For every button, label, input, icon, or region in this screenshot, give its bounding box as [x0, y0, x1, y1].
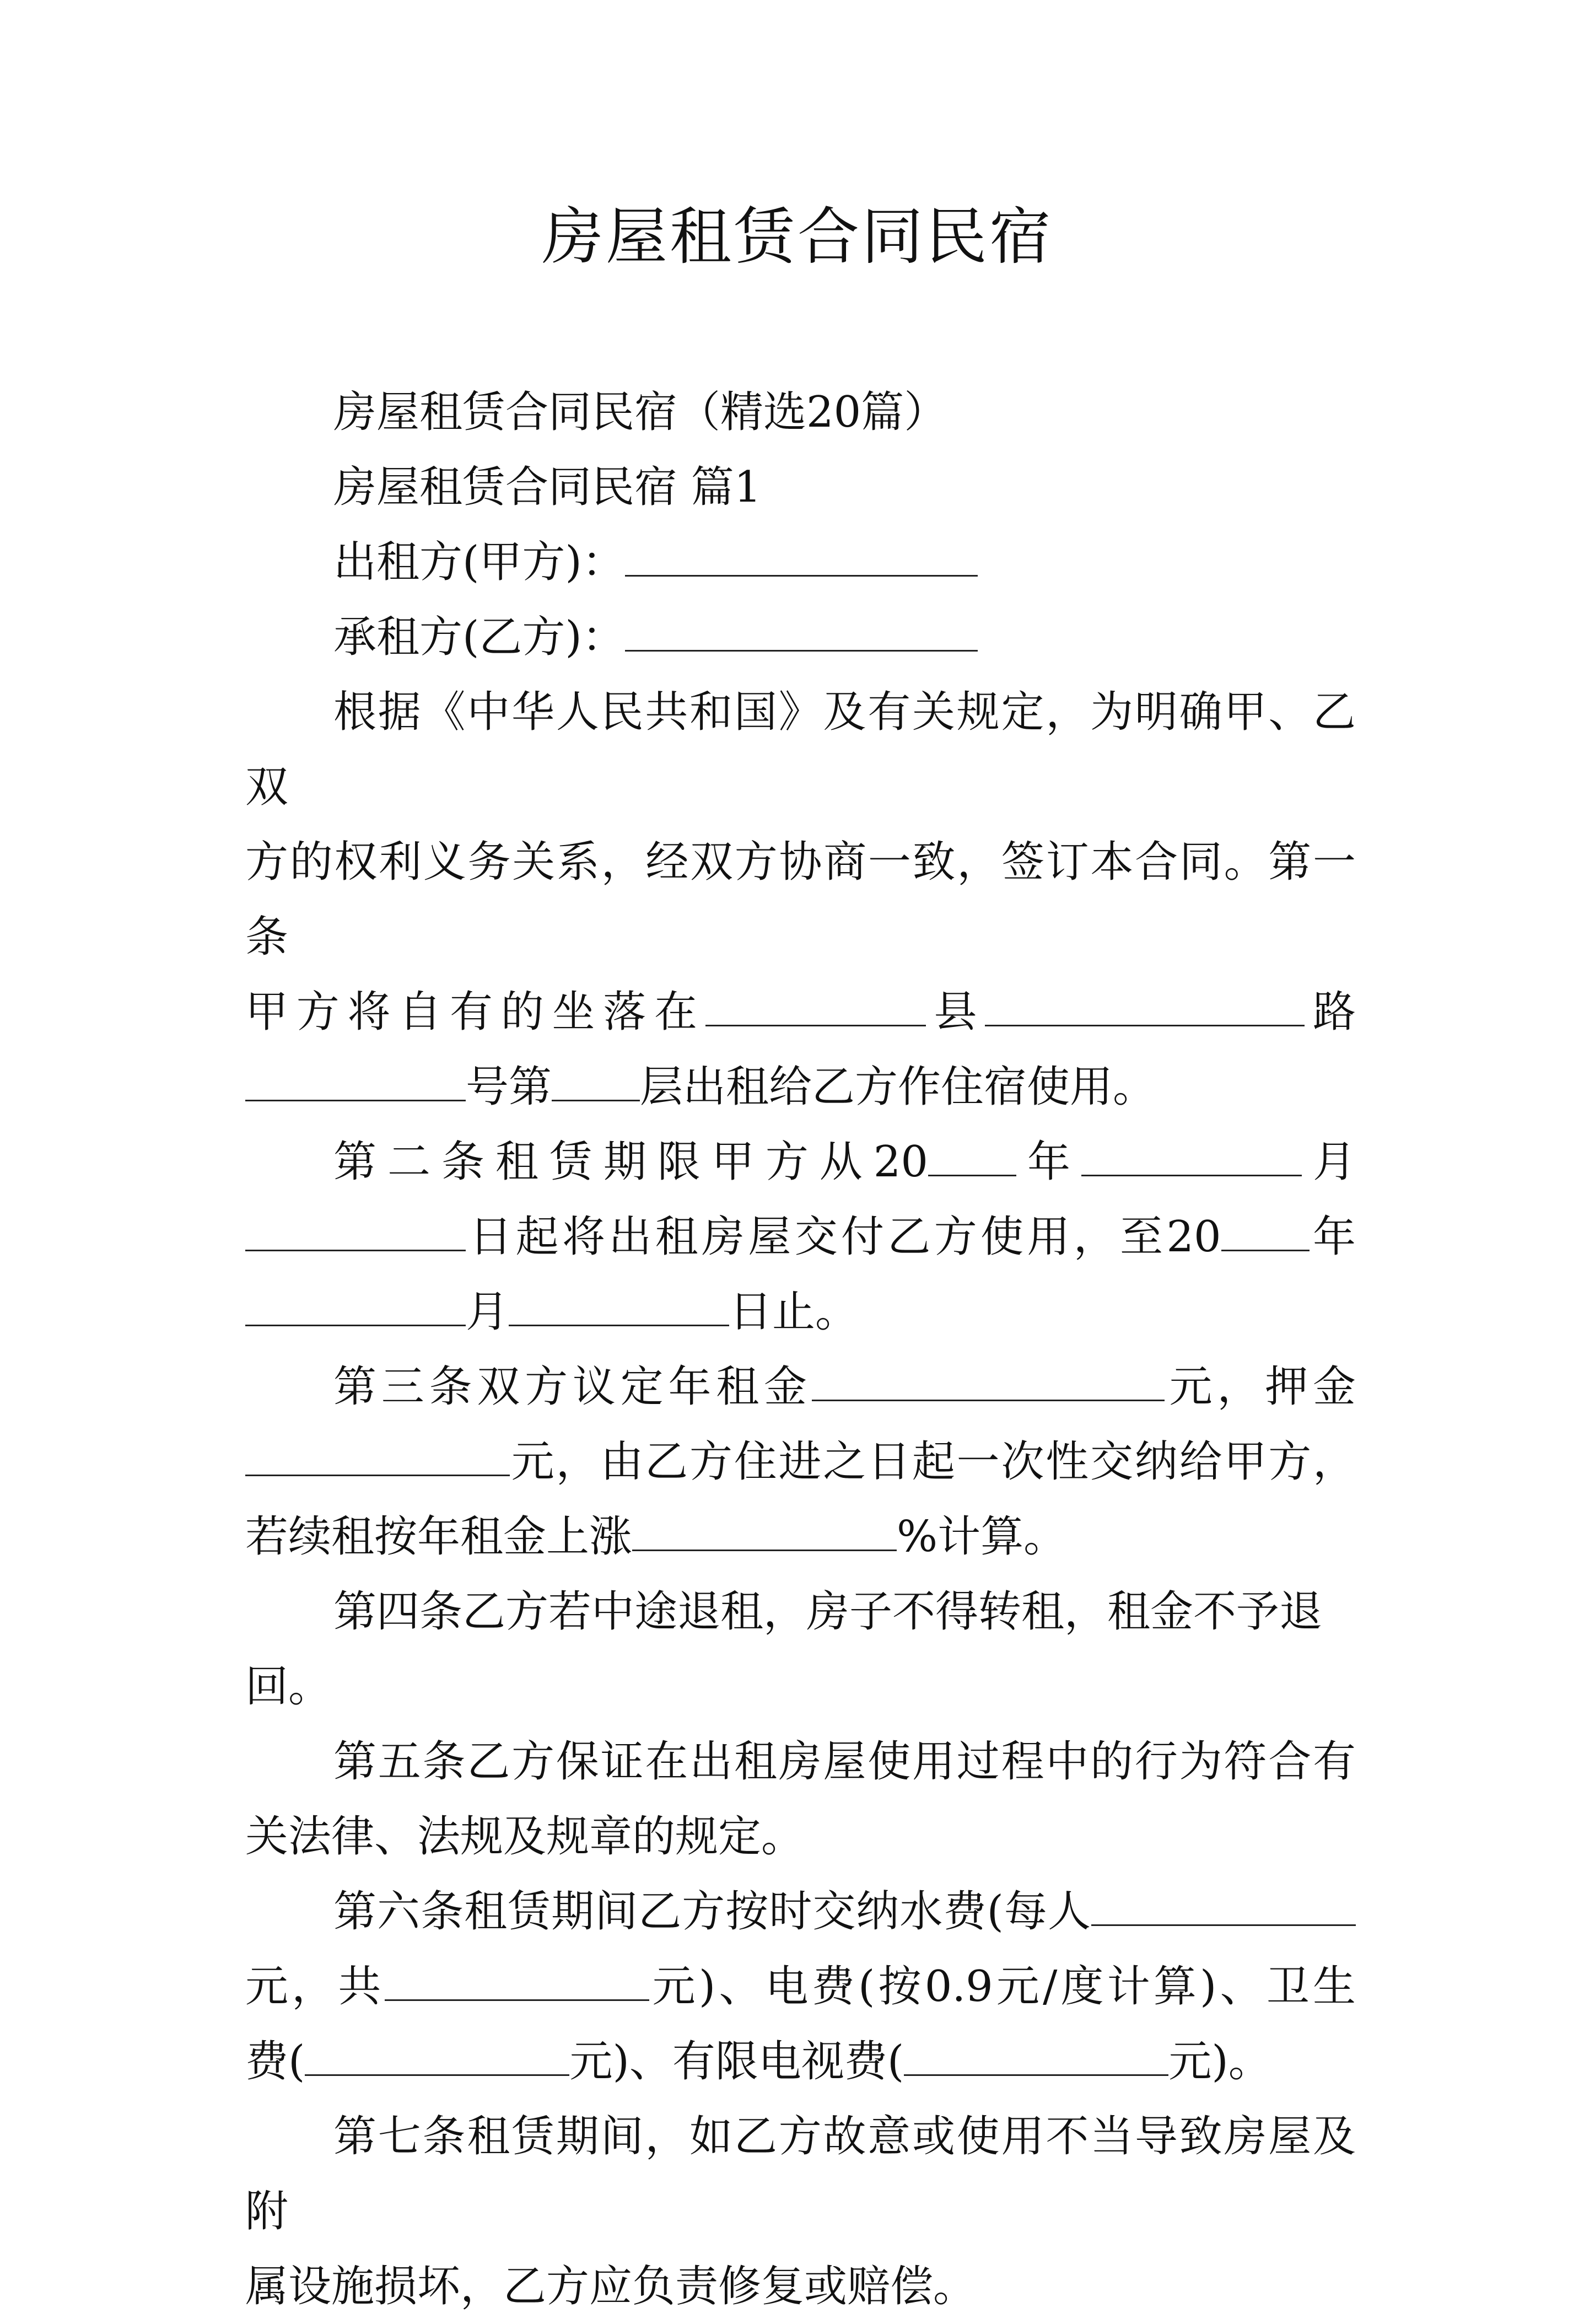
deposit-label: 元，押金 [1164, 1362, 1356, 1412]
year-label: 年 [1016, 1137, 1081, 1187]
article-6-line-3 [245, 2024, 1356, 2099]
sanitation-blank [305, 2034, 569, 2076]
annual-rent-text: 第三条双方议定年租金 [333, 1362, 812, 1412]
intro-line-3 [245, 975, 1356, 1050]
start-month-blank [1081, 1134, 1302, 1176]
annual-rent-blank [812, 1359, 1165, 1401]
increase-rate-blank [632, 1509, 897, 1551]
deposit-blank [245, 1434, 510, 1476]
renewal-text: 若续租按年租金上涨 [245, 1512, 633, 1562]
article-2-line-2 [245, 1199, 1356, 1274]
article-7-line-1: 第七条租赁期间，如乙方故意或使用不当导致房屋及附 [245, 2112, 1356, 2236]
article-3-line-2 [245, 1424, 1356, 1499]
floor-blank [552, 1059, 640, 1101]
intro-line-1: 根据《中华人民共和国》及有关规定，为明确甲、乙双 [245, 687, 1356, 812]
year-label: 年 [1309, 1212, 1356, 1262]
part-heading: 房屋租赁合同民宿 篇1 [333, 462, 762, 512]
art2-middle-text: 日起将出租房屋交付乙方使用，至20 [466, 1212, 1221, 1262]
end-month-blank [245, 1284, 466, 1326]
intro-line-4 [245, 1050, 1356, 1125]
water-fee-text: 第六条租赁期间乙方按时交纳水费(每人 [333, 1887, 1091, 1936]
article-5-line-1: 第五条乙方保证在出租房屋使用过程中的行为符合有 [333, 1737, 1356, 1787]
start-day-blank [245, 1209, 466, 1251]
end-day-blank [509, 1284, 729, 1326]
electricity-text: 元)、电费(按0.9元/度计算)、卫生 [649, 1962, 1356, 2011]
payment-text: 元，由乙方住进之日起一次性交纳给甲方， [510, 1437, 1356, 1487]
article-3-line-1 [245, 1349, 1356, 1424]
party-b-line [245, 600, 1356, 675]
article-2-line-1 [245, 1125, 1356, 1199]
cable-tv-blank [904, 2034, 1168, 2076]
number-label: 号第 [466, 1062, 552, 1112]
article-5-line-2: 关法律、法规及规章的规定。 [245, 1812, 805, 1862]
sanitation-label: 费( [245, 2037, 305, 2086]
fee-end-text: 元)。 [1168, 2037, 1271, 2086]
end-text: 日止。 [729, 1287, 859, 1337]
party-b-blank [625, 609, 978, 652]
party-a-line [245, 525, 1356, 600]
number-blank [245, 1059, 466, 1101]
road-label: 路 [1305, 987, 1356, 1037]
document-title: 房屋租赁合同民宿 [542, 201, 1053, 273]
intro-line-2: 方的权利义务关系，经双方协商一致，签订本合同。第一条 [245, 837, 1356, 962]
water-total-blank [385, 1959, 649, 2001]
article-7-line-2: 属设施损坏，乙方应负责修复或赔偿。 [245, 2262, 977, 2311]
cable-tv-label: 元)、有限电视费( [569, 2037, 904, 2086]
party-a-label: 出租方(甲方)： [333, 537, 625, 587]
total-label: 元，共 [245, 1962, 385, 2011]
water-per-person-blank [1091, 1884, 1356, 1926]
document-body [245, 375, 1356, 2324]
art2-start-text: 第二条租赁期限甲方从20 [333, 1137, 929, 1187]
month-label: 月 [1302, 1137, 1356, 1187]
party-a-blank [625, 534, 978, 577]
floor-text: 层出租给乙方作住宿使用。 [640, 1062, 1156, 1112]
percent-text: %计算。 [897, 1512, 1067, 1562]
article-6-line-1 [245, 1874, 1356, 1949]
road-blank [985, 984, 1305, 1026]
article-3-line-3 [245, 1499, 1356, 1574]
subtitle: 房屋租赁合同民宿（精选20篇） [333, 388, 947, 437]
article-6-line-2 [245, 1949, 1356, 2024]
article-2-line-3 [245, 1274, 1356, 1349]
location-text: 甲方将自有的坐落在 [245, 987, 705, 1037]
month-label: 月 [466, 1287, 509, 1337]
county-blank [705, 984, 926, 1026]
start-year-blank [928, 1134, 1016, 1176]
party-b-label: 承租方(乙方)： [333, 612, 625, 662]
article-4: 第四条乙方若中途退租，房子不得转租，租金不予退回。 [245, 1587, 1323, 1712]
end-year-blank [1221, 1209, 1310, 1251]
county-label: 县 [925, 987, 985, 1037]
